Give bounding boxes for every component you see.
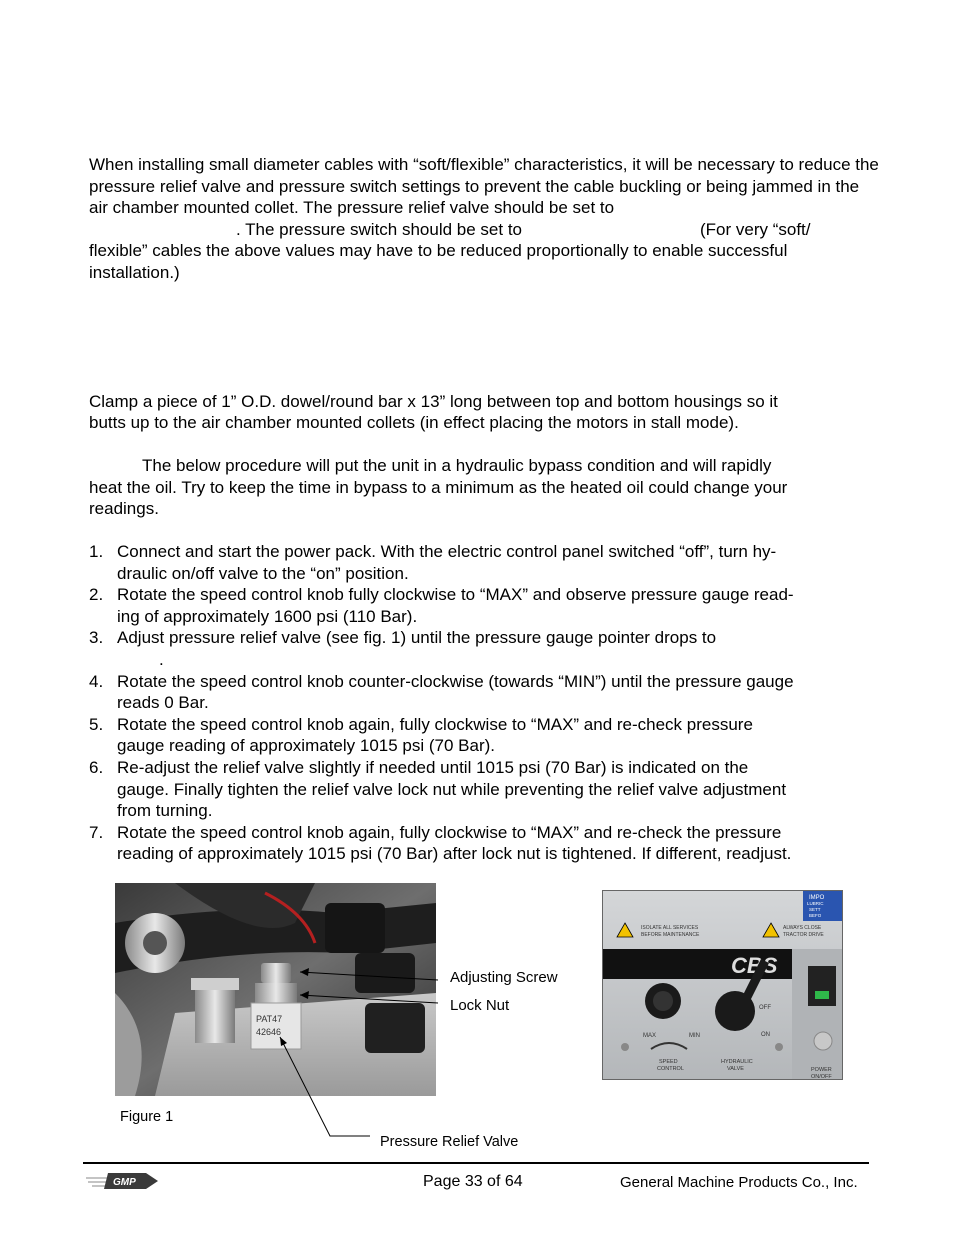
intro-line5: flexible” cables the above values may have to be reduced proportionally to enable successful — [89, 241, 788, 260]
step-2: 2. Rotate the speed control knob fully clockwise to “MAX” and observe pressure gauge read- ing of approximately 1600 psi (110 Bar). — [89, 585, 794, 626]
on-label: ON — [761, 1032, 770, 1038]
bypass-line3: readings. — [89, 499, 159, 518]
gmp-logo — [86, 1170, 158, 1192]
page-number: Page 33 of 64 — [423, 1173, 523, 1190]
gmp-logo-text: GMP — [113, 1177, 136, 1188]
power-label-b: ON/OFF — [811, 1074, 832, 1079]
clamp-line2: butts up to the air chamber mounted collets (in effect placing the motors in stall mode). — [89, 413, 739, 432]
bypass-line2: heat the oil. Try to keep the time in bypass to a minimum as the heated oil could change your — [89, 478, 788, 497]
speed-label-a: SPEED — [659, 1059, 678, 1065]
valve-stamp-1: PAT47 — [256, 1014, 283, 1024]
valve-stamp-2: 42646 — [256, 1027, 282, 1037]
corner-text-d: BEFO — [809, 913, 822, 918]
step-4: 4. Rotate the speed control knob counter-clockwise (towards “MIN”) until the pressure gauge reads 0 Bar. — [89, 671, 794, 713]
intro-line4-a: . The pressure switch should be set to — [236, 220, 523, 239]
step-3: 3. Adjust pressure relief valve (see fig. 1) until the pressure gauge pointer drops to . — [89, 628, 717, 669]
off-label: OFF — [759, 1005, 771, 1011]
corner-text-a: IMPO — [809, 895, 825, 901]
warn2-line-b: TRACTOR DRIVE — [783, 932, 824, 938]
control-panel-photo — [602, 890, 843, 1080]
intro-line6: installation.) — [89, 263, 180, 282]
brand-text: CBS — [731, 953, 778, 978]
max-label: MAX — [643, 1033, 657, 1039]
intro-text: When installing small diameter cables with “soft/flexible” characteristics, it will be necessary to reduce the pressure relief valve and pressure switch settings to prevent the cable buckling or being jammed in the air chamber mounted collet. The pressure relief valve should be set to — [89, 155, 879, 218]
step-1: 1. Connect and start the power pack. With the electric control panel switched “off”, turn hy- draulic on/off valve to the “on” position. — [89, 542, 777, 583]
corner-text-b: LUBRIC — [807, 901, 824, 906]
corner-text-c: SETT — [809, 907, 821, 912]
clamp-line1: Clamp a piece of 1” O.D. dowel/round bar x 13” long between top and bottom housings so it — [89, 392, 778, 411]
warn1-line-a: ISOLATE ALL SERVICES — [641, 925, 699, 931]
hydraulic-label-b: VALVE — [727, 1066, 744, 1072]
footer-divider — [83, 1162, 869, 1164]
hydraulic-label-a: HYDRAULIC — [721, 1059, 753, 1065]
step-5: 5. Rotate the speed control knob again, fully clockwise to “MAX” and re-check pressure gauge reading of approximately 1015 psi (70 Bar). — [89, 714, 753, 756]
warn1-line-b: BEFORE MAINTENANCE — [641, 932, 700, 938]
step-7: 7. Rotate the speed control knob again, fully clockwise to “MAX” and re-check the pressure reading of approximately 1015 psi (70 Bar) after lock nut is tightened. If different, readjust. — [89, 822, 792, 864]
pressure-relief-valve-label: Pressure Relief Valve — [380, 1134, 519, 1150]
intro-line4-b: (For very “soft/ — [700, 220, 811, 239]
adjusting-screw-label: Adjusting Screw — [450, 969, 558, 986]
warn2-line-a: ALWAYS CLOSE — [783, 925, 822, 931]
lock-nut-label: Lock Nut — [450, 997, 510, 1014]
step-6: 6. Re-adjust the relief valve slightly if needed until 1015 psi (70 Bar) is indicated on the gauge. Finally tighten the relief valve lock nut while preventing the relief valve adjustment from turning. — [89, 757, 787, 821]
bypass-line1: The below procedure will put the unit in a hydraulic bypass condition and will rapidly — [142, 456, 772, 475]
min-label: MIN — [689, 1033, 700, 1039]
power-label-a: POWER — [811, 1067, 832, 1073]
speed-label-b: CONTROL — [657, 1066, 684, 1072]
company-name: General Machine Products Co., Inc. — [620, 1174, 858, 1191]
figure-caption: Figure 1 — [120, 1109, 174, 1125]
